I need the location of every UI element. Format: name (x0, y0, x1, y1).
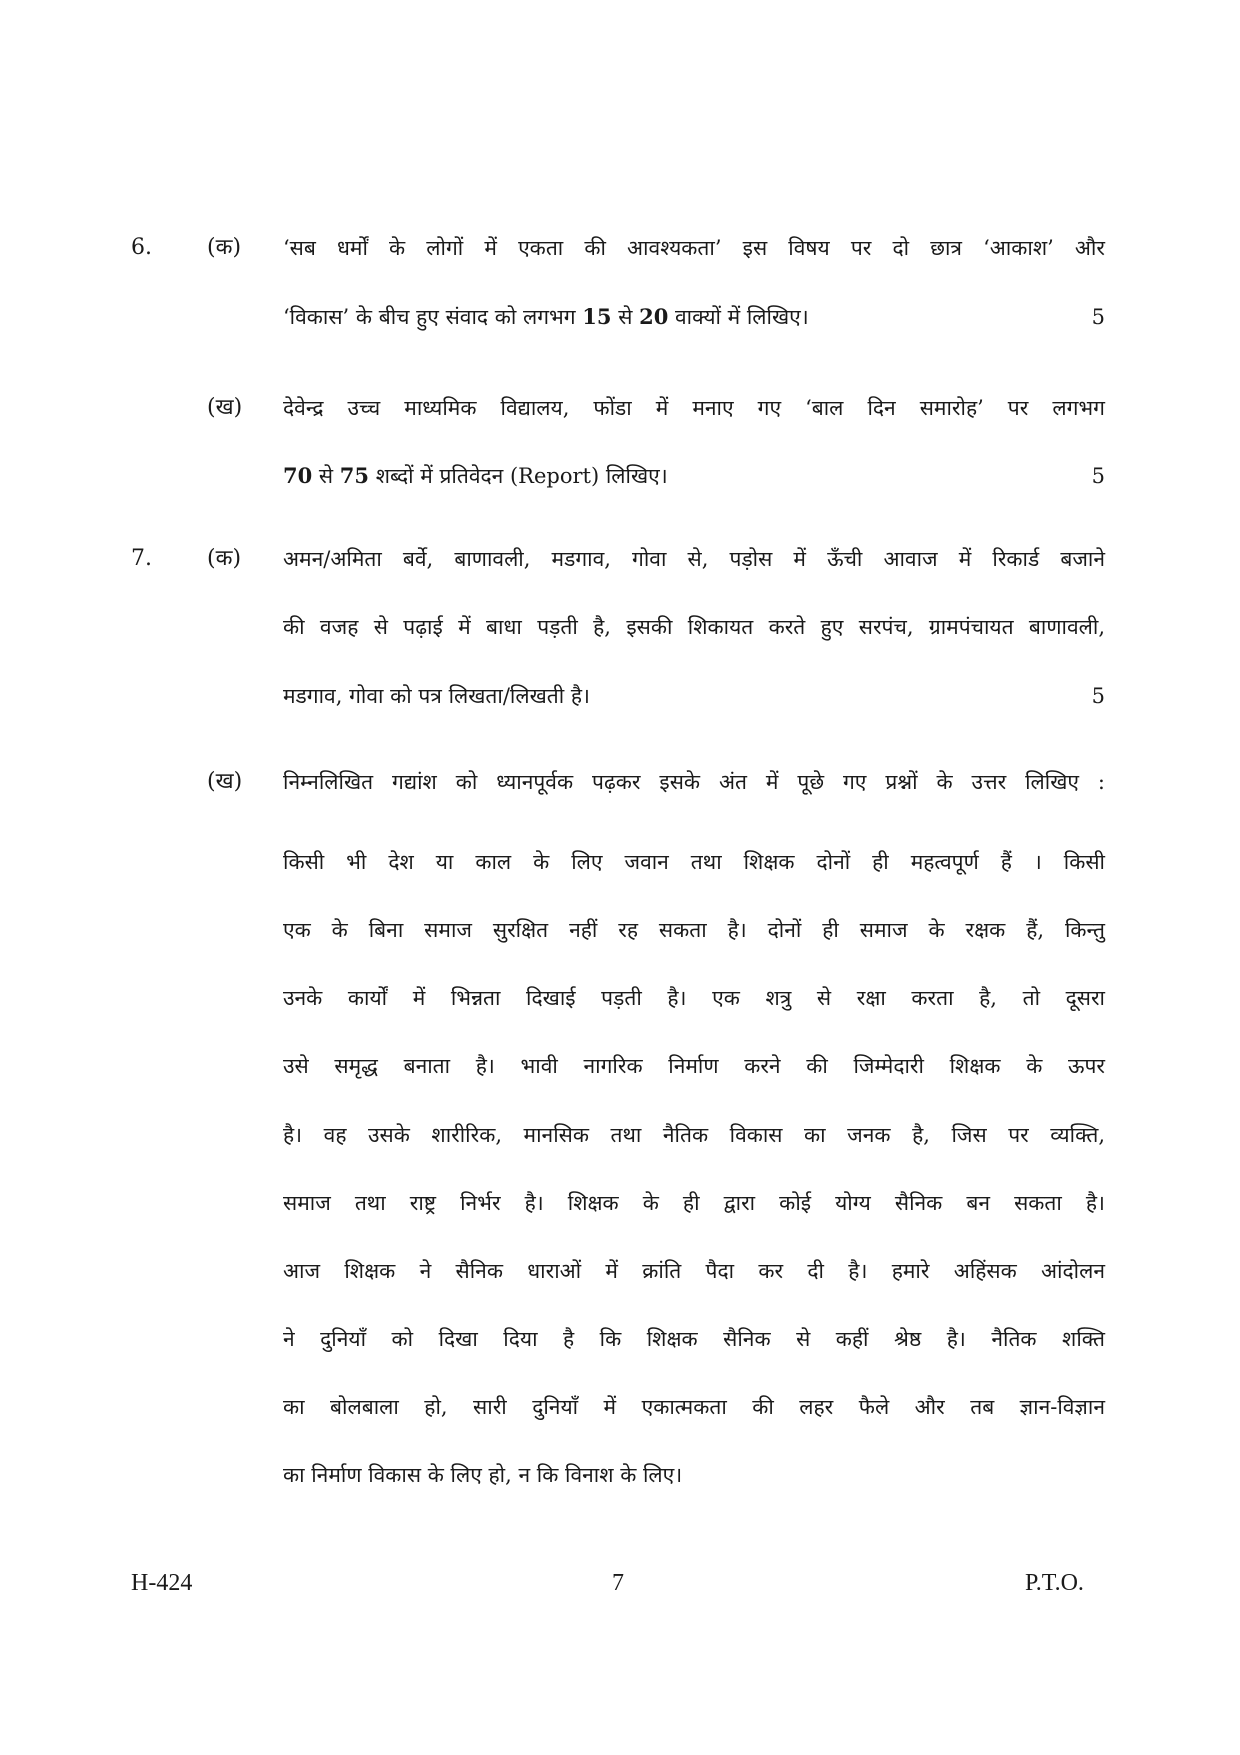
question-7a-line-2: की वजह से पढ़ाई में बाधा पड़ती है, इसकी शिकायत करते हुए सरपंच, ग्रामपंचायत बाणावली, (283, 615, 1105, 639)
marks-7a: 5 (1091, 684, 1105, 708)
marks-6b: 5 (1091, 464, 1105, 488)
passage-line-7: आज शिक्षक ने सैनिक धाराओं में क्रांति पैदा कर दी है। हमारे अहिंसक आंदोलन (283, 1259, 1105, 1283)
word-count-max: 20 (639, 304, 669, 329)
passage-line-1: किसी भी देश या काल के लिए जवान तथा शिक्षक दोनों ही महत्वपूर्ण हैं । किसी (283, 850, 1105, 874)
marks-6a: 5 (1091, 305, 1105, 329)
passage-line-5: है। वह उसके शारीरिक, मानसिक तथा नैतिक विकास का जनक है, जिस पर व्यक्ति, (283, 1123, 1105, 1147)
question-6a-text-post: वाक्यों में लिखिए। (668, 305, 809, 329)
question-6b-line-2 (283, 461, 1105, 491)
passage-line-9: का बोलबाला हो, सारी दुनियाँ में एकात्मकता की लहर फैले और तब ज्ञान-विज्ञान (283, 1395, 1105, 1419)
passage-line-6: समाज तथा राष्ट्र निर्भर है। शिक्षक के ही द्वारा कोई योग्य सैनिक बन सकता है। (283, 1191, 1105, 1215)
question-6a-line-1: ‘सब धर्मों के लोगों में एकता की आवश्यकता’ इस विषय पर दो छात्र ‘आकाश’ और (283, 236, 1105, 260)
question-6a-line-2 (283, 302, 1105, 332)
question-6b-text-post: शब्दों में प्रतिवेदन (Report) लिखिए। (369, 464, 668, 488)
paper-code: H-424 (131, 1570, 193, 1596)
passage-line-10: का निर्माण विकास के लिए हो, न कि विनाश के लिए। (283, 1463, 683, 1487)
word-count-min: 15 (582, 304, 612, 329)
sub-label-6b: (ख) (207, 395, 243, 420)
question-number-7: 7. (131, 546, 152, 571)
sub-label-7a: (क) (207, 546, 242, 571)
question-number-6: 6. (131, 235, 152, 260)
question-7a-line-3: मडगाव, गोवा को पत्र लिखता/लिखती है। (283, 684, 590, 708)
word-count-max: 75 (339, 463, 370, 488)
question-6b-line-1: देवेन्द्र उच्च माध्यमिक विद्यालय, फोंडा में मनाए गए ‘बाल दिन समारोह’ पर लगभग (283, 396, 1105, 420)
page-number: 7 (612, 1570, 624, 1596)
question-7b-instruction: निम्नलिखित गद्यांश को ध्यानपूर्वक पढ़कर इसके अंत में पूछे गए प्रश्नों के उत्तर लिखिए : (283, 770, 1105, 794)
passage-line-2: एक के बिना समाज सुरक्षित नहीं रह सकता है। दोनों ही समाज के रक्षक हैं, किन्तु (283, 918, 1105, 942)
question-7a-line-1: अमन/अमिता बर्वे, बाणावली, मडगाव, गोवा से, पड़ोस में ऊँची आवाज में रिकार्ड बजाने (283, 547, 1105, 571)
passage-line-3: उनके कार्यों में भिन्नता दिखाई पड़ती है। एक शत्रु से रक्षा करता है, तो दूसरा (283, 986, 1105, 1010)
sub-label-6a: (क) (207, 235, 242, 260)
question-6b-text-mid: से (312, 464, 340, 488)
sub-label-7b: (ख) (207, 769, 243, 794)
question-6a-text-mid: से (611, 305, 640, 329)
question-6a-text-pre: ‘विकास’ के बीच हुए संवाद को लगभग (283, 305, 583, 329)
passage-line-4: उसे समृद्ध बनाता है। भावी नागरिक निर्माण करने की जिम्मेदारी शिक्षक के ऊपर (283, 1054, 1105, 1078)
word-count-min: 70 (283, 463, 313, 488)
passage-line-8: ने दुनियाँ को दिखा दिया है कि शिक्षक सैनिक से कहीं श्रेष्ठ है। नैतिक शक्ति (283, 1327, 1105, 1351)
please-turn-over: P.T.O. (1025, 1570, 1084, 1596)
